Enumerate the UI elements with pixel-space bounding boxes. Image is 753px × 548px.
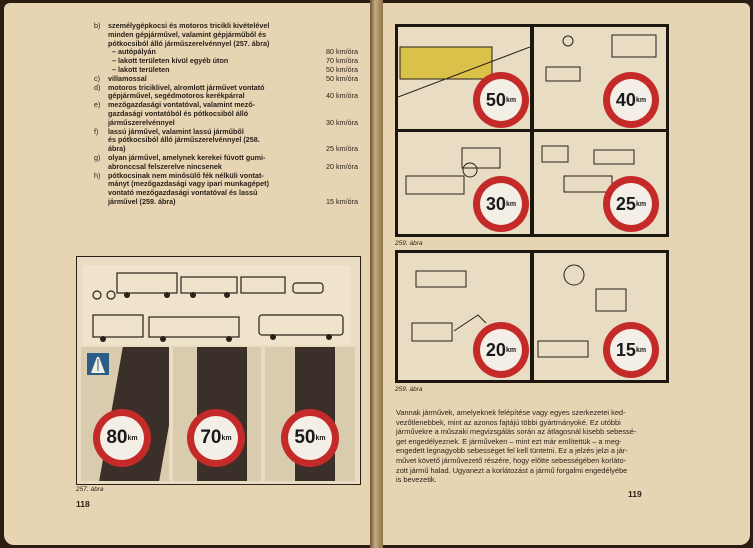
sign-value: 50 (294, 427, 316, 448)
sign-unit: km (635, 96, 647, 104)
paragraph-line: is bevezetik. (396, 475, 437, 485)
row-text: lassú járművel, valamint lassú járműből (108, 126, 244, 136)
sign-unit: km (505, 200, 517, 208)
speed-limit-sign (473, 322, 529, 378)
sign-value: 40 (615, 89, 636, 110)
row-text: – autópályán (112, 47, 156, 57)
row-label (94, 189, 108, 198)
row-text: gépjárművel, segédmotoros kerékpárral (108, 91, 245, 101)
paragraph-line: get engedélyeznek. E járműveken – mint ezt már említettük – a meg- (396, 436, 622, 446)
row-speed: 40 km/óra (326, 91, 358, 101)
row-speed (310, 172, 358, 181)
row-speed (310, 31, 358, 40)
figure-258 (395, 24, 669, 237)
row-label (94, 136, 108, 145)
speed-limit-sign (281, 409, 339, 467)
speed-limit-sign (603, 72, 659, 128)
sign-unit: km (221, 434, 232, 442)
row-speed (310, 101, 358, 110)
row-text: járművel (259. ábra) (108, 196, 176, 206)
row-text: pótkocsinak nem minősülő fék nélküli vontat- (108, 170, 264, 180)
row-speed: 25 km/óra (326, 144, 358, 154)
row-speed (310, 128, 358, 137)
sign-value: 15 (615, 339, 636, 360)
row-text: mezőgazdasági vontatóval, valamint mező- (108, 100, 255, 110)
speed-limit-sign (93, 409, 151, 467)
row-text: mányt (mezőgazdasági vagy ipari munkagépet) (108, 179, 269, 189)
row-label (94, 31, 108, 40)
row-speed: 30 km/óra (326, 117, 358, 127)
sign-unit: km (127, 434, 138, 442)
row-label: f) (94, 126, 99, 136)
paragraph-line: engedett legnagyobb sebességet fel kell tüntetni. Ez a jelzés jelzi a jár- (396, 446, 628, 456)
figure-259 (395, 250, 669, 383)
row-text: minden gépjárművel, valamint gépjárműből és (108, 29, 267, 39)
motorway-icon (87, 353, 109, 375)
sign-value: 80 (106, 427, 128, 448)
row-text: ábra) (108, 144, 126, 154)
row-text: vontató mezőgazdasági vontatóval és lassú (108, 188, 258, 198)
sign-unit: km (635, 346, 647, 354)
speed-limit-sign (603, 176, 659, 232)
paragraph-line: Vannak járművek, amelyeknek felépítése vagy egyes szerkezetei ked- (396, 408, 626, 417)
row-text: villamossal (108, 73, 147, 83)
row-label: d) (94, 82, 101, 92)
speed-limit-sign (473, 72, 529, 128)
figure-258-caption: 259. ábra (395, 240, 423, 247)
sign-value: 30 (485, 193, 506, 214)
row-label (94, 198, 108, 207)
row-label (94, 57, 108, 66)
row-speed: 70 km/óra (326, 56, 358, 66)
row-text: járműszerelvénnyel (108, 117, 175, 127)
vehicles-sketch (83, 265, 351, 345)
figure-259-caption: 259. ábra (395, 386, 423, 393)
row-text: személygépkocsi és motoros tricikli kivételével (108, 21, 270, 30)
paragraph-line: zott jármű halad. Ugyanezt a korlátozást a jármű forgalmi engedélyébe (396, 465, 628, 475)
page-number-left: 118 (76, 499, 90, 509)
row-speed: 50 km/óra (326, 73, 358, 83)
row-speed: 20 km/óra (326, 161, 358, 171)
figure-257-caption: 257. ábra (76, 486, 104, 493)
paragraph-line: művet követő járművezető részére, hogy előtte sebességében korláto- (396, 455, 627, 465)
paragraph-line: vezőtlenebbek, mint az azonos fajtájú többi gyártmányoké. Ez utóbbi (396, 417, 621, 427)
row-speed (310, 180, 358, 189)
row-label: c) (94, 73, 100, 83)
row-text: – lakott területen (112, 64, 170, 74)
row-label (94, 180, 108, 189)
vehicles-illustration (83, 265, 351, 345)
book-gutter (370, 0, 383, 548)
row-speed: 15 km/óra (326, 196, 358, 206)
row-label: b) (94, 21, 101, 30)
row-label (94, 40, 108, 49)
sign-unit: km (505, 346, 517, 354)
row-label (94, 48, 108, 57)
row-text: motoros triciklivel, alromlott járművet vontató (108, 82, 265, 92)
speed-limit-sign (473, 176, 529, 232)
row-text: gazdasági vontatóból és pótkocsiból álló (108, 108, 249, 118)
sign-value: 50 (485, 89, 506, 110)
row-text: abronccsal felszerelve nincsenek (108, 161, 222, 171)
figure-257 (76, 256, 361, 485)
sign-value: 25 (615, 193, 636, 214)
row-text: és pótkocsiból álló járműszerelvénnyel (258. (108, 135, 260, 145)
row-text: pótkocsiból álló járműszerelvénnyel (257. ábra) (108, 38, 270, 48)
row-text: – lakott területen kívül egyéb úton (112, 56, 229, 66)
row-speed: 50 km/óra (326, 64, 358, 74)
speed-limit-list (94, 22, 358, 207)
row-label: h) (94, 170, 101, 180)
speed-limit-sign (187, 409, 245, 467)
row-label: e) (94, 100, 101, 110)
speed-limit-sign (603, 322, 659, 378)
speed-limit-row (94, 198, 358, 207)
sign-value: 70 (200, 427, 222, 448)
row-label (94, 110, 108, 119)
sign-unit: km (315, 434, 326, 442)
body-paragraph (396, 408, 726, 485)
row-label: g) (94, 152, 101, 162)
row-speed (310, 22, 358, 31)
speed-limit-row (94, 136, 358, 145)
sign-unit: km (505, 96, 517, 104)
row-speed: 80 km/óra (326, 47, 358, 57)
page-number-right: 119 (628, 489, 642, 499)
sign-unit: km (635, 200, 647, 208)
paragraph-line: járművekre a műszaki megvizsgálás során az átlagosnál kisebb sebessé- (396, 427, 637, 437)
sign-value: 20 (485, 339, 506, 360)
row-text: olyan járművel, amelynek kerekei fúvott gumi- (108, 152, 266, 162)
